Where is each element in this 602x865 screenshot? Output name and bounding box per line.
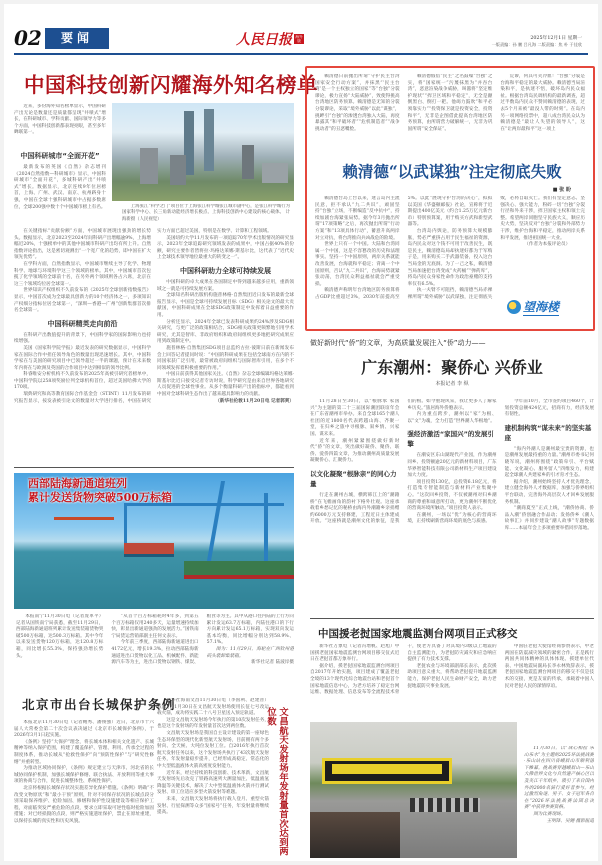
chaozhou-headline: 广东潮州：聚侨心 兴侨业 bbox=[361, 358, 543, 377]
page-number: 02 bbox=[14, 26, 42, 50]
section-divider-right bbox=[310, 618, 594, 619]
chaozhou-article: 11月28日至30日，以“根脉承 家国兴”为主题的第二十三届国际潮团联谊年会在广东省潮州市举办。来自全球165个潮人社团的近1800名代表跨越山海、齐聚一堂，在归乡之旅中寻根脉、叙乡情、兴家国、谋未来。 近年来，潮州紧紧围绕做好新时代“侨”的文章，突出做好凝侨、聚侨、联侨、爱侨四篇文章，为推动潮州高质量发展凝聚侨心、汇聚侨力。 以文化凝聚“根脉亲”的同心力量 行走在潮州古城，横跨韩江上的“潮籍桥”在飞檐画角的韵衬下格外壮观。这座承载着乡愁记忆的秘桥由海内外潮籍乡亲捐赠约6000万元支持修建，工程近日主体建成开放。“这座桥就是潮州文化的象征，是我们的根。如今重现风采，我让更多人了解家乡历史。”旅居海外侨胞表示。 内为重点跨步，潮州以“家”为根、以“文”为魂，全力打造“世界潮人华根地”。 强经济激活“家国兴”的发展引擎 在潮安区东山湖现代产业园，作为潮州同乡、投资额逾20亿元的新材料项目，广东华界智能科技有限公司新材料生产项目建设加大力度。 项目投资130亿，总投资6.18亿元，将打造集专智能制造与新材料产业集聚中心。“这次回乡投资，不仅被潮州对归乡潮商的尊重和诚意所打动，更为潮州不断优化的营商环境所触动。”项目投资人表示。 在潮州，一场以“优”为核心的营商环境，正持续刷新营商环境的底色与质感。 今年前10月，全市签约项目460个，计划投资总额424亿元，招商有力，经济发展有韧性。 建机制构筑“谋未来”的坚实基座 “海内外潮人是潮州最宝贵的资源，也是潮州发展最持重的力量。”潮州市委书记何晓军说，潮州将围绕“政策牵引、平台赋能、文化凝心、服务留人”四维发力，构建起全球潮人共建家乡的引才育才生态。 据介绍，潮州始终坚持人才优先理念，建立健全海外人才数据库，加强与侨界组织平台联动，完善海外高层次人才回乡发展服务机制。 “潮商夏至”正式上线，“潮侨协商、侨品入潮”侨创融合作品动；发扬侨乡《潮人故事汇》并同步建设“潮人故事”专题数据库……本届年会上多项重要举措同步落地。 bbox=[310, 399, 594, 531]
cycling-caption: 11月30日，以“成心相拉 乐山乐水”为主题的2025环法挑战赛·乐山站在四川省峨眉山市顺利落下帷幕。挑战赛穿越峨眉山—乐山大佛世界文化与自然遗产核心区以及夹江千年纸乡，吸引了来自国内外的2000名骑行爱好者参与。经过激烈角逐，男子、女子冠军各自在“2026环法挑战赛法国总决赛”中获得参赛资格。 图为比赛现场。 王明锋、吴翱 摄影报道 bbox=[524, 746, 594, 824]
laos-article: 新华社万象电（记者冯增帆、赵旭）中国援老挝国家地震监测台网项目移交仪式近日在老挝首都万象举行。 据介绍，援老挝国家地震监测台网项目自2017年开始实施，项目建成了覆盖老挝全境的13个现代化综合地震台站和老挝首个国家地震信息中心，为老方培养了稳定台网运维、数据处理、信息发布等全流程技术骨干，使老方具备了对其境内3级以上地震的自主监测能力，为老挝防灾减灾和应急响应提供了有力技术支撑。 老挝农业与环境部副部长表示，此次援助项目意义重大，将帮助老挝提升地震监测能力，保护老挝人民生命财产安全，助力老挝地震防灾事业发展。 中国驻老挝大使馆经商参赞表示，中老两国在防震减灾领域的紧密合作，正是践行两国共同体精神的具体体现。援建单位代表、中国地震局副局长李永林致辞表示，援老挝国家地震监测台网项目的移交不仅是技术的交接，更是友谊的传承，承载着中国人民对老挝人民的深情厚谊。 bbox=[310, 644, 594, 696]
chaozhou-kicker: 做好新时代“侨”的文章，为高质量发展注入“侨”动力—— bbox=[310, 339, 486, 347]
port-article: 本报南宁11月30日电（记者庞革平）记者从国铁南宁局获悉，截至11月29日，西部陆海新通道班列累计发送集装箱货物突破500万标箱，达500.3万标箱。其中今年以来发送货物120万标箱，达120.8万标箱，同比增长55.3%，保持强劲增长势头。 “从首个百万标箱耗时4年多，到第五个百万标箱仅用240多天，运量增速持续加快，彰显出新通道强劲的发展活力。”国铁南宁局货运营销部副主任何文表示。 今年前三季度，西部陆海新通道进出口4172亿元，增长19.3%，拉动西部陆海新通道进出口货物以化工品、机械配件、新能源汽车等为主，进出口货物以钢铁、煤炭、粮食等为主。其中从港口往内陆的上行方向累计发运63.7万标箱，内陆往港口的下行方向累计发运65.1万标箱，实现双向发运基本均衡，同比增幅分别达到58.9%、57.1%。 图为：11月29日，海轮在广西钦州港码头装卸集装箱。 新华社记者 陆波岸摄 bbox=[16, 614, 294, 666]
port-photo bbox=[14, 473, 294, 609]
commentary-headline: 赖清德“以武谋独”注定彻底失败 bbox=[342, 162, 562, 181]
port-photo-title: 西部陆海新通道班列 累计发送货物突破500万标箱 bbox=[28, 477, 172, 504]
greatwall-article: 本报北京11月30日电（记者鲍秀、潘俊强）近日，北京市十六届人大常委会第二十次会议表决通过《北京市长城保护条例》，于2026年3月1日起实施。 《条例》坚持“大保护”理念，将长城本体和相关文化遗产、长城精神等纳入保护范围，构建了覆盖保护、管理、利用、传承全过程的制度体系，推动长城从“抢救性保护”向“预防性保护”与“研究性修缮”并重转型。 为推动区域协同保护，《条例》规定建立与天津市、河北省的长城协同保护机制，加强长城保护修缮、联合执法、开放利用等重大事项的协商与合作，促进长城整体性、系统性保护。 北京将根据长城保存状况实施差异化保护措施。《条例》明确“不改变文物原状”和“最小干预”原则，针对不同保存状况的长城点段分别采取保养维护、抢险加固、修缮和保护性设施建设等相应保护工程，对面临突发严重危险的点段，要求立即采取可逆性临时抢险加固措施；对已经损毁的点段，则严格实施遗址保护，禁止在原址重建，以保持长城的真实性和历史风貌。 bbox=[14, 720, 154, 824]
commentary-source: （作者为本报评论员） bbox=[524, 242, 571, 248]
chaozhou-byline: 本报记者 李 纵 bbox=[435, 381, 469, 387]
commentary-top-text: 赖清德日前抛出所谓“守护民主台湾国家安全行动方案”，并抹黑“‘民主台湾’是一个主权独立的国家”等“台独”分裂谬论，极力宣扬“大陆威胁”，致使得挑高台湾地区防务预算。赖清德是无知的分裂分裂谬论，采取“境外威胁”以此“谋独”，挑衅引“台独”的渗透台湾独入大陆，再度暴露其“和平破坏者”“危机制造者”“战争挑动者”的丑恶嘴脸。 赖清德假借“民主”之名鼓噪“台独”之实，将“国家统一”污蔑抹黑为“并吞台湾”，恶意渲染战争威胁，叫嚣将“坚定维护现状”“捍卫区域和平稳定”，无全是颠倒黑白、倒打一耙。他竭力鼓吹“和平必须靠实力”“投资保卫就是投资安全，投资和平”，无非是企图借此提高台湾地区防务预算，由所谓营力破解统一，无非为巩固所谓“安全保证”。 荒谬，何其可笑冷血！“台独”分裂是台海和平稳定的最大威胁。赖清德当局渲染和平，是执迷不悟，破坏岛内民众福祉。根据台湾岛民调机构的最新调查，超过半数岛内民众不赞同赖清德的表现，过去5个月来被“最没人带的时刻”。在岛内另一项网络投票中，超八成台湾民众认为赖清德是“最让人失望的领导人”，这在“让两岸最和平”这一项上 bbox=[315, 74, 585, 132]
city-photo-caption: 上海张江“科学之门”项目位于上海张江科学城张江城市副中心，是张江科学城行为国家科学中心、长三角新动能经济增长极点、上海科技创新中心建设的核心载体。 计海新摄（人民视觉） bbox=[122, 204, 290, 222]
port-credit: 新华社记者 陆波岸摄 bbox=[251, 660, 294, 666]
issue-date: 2025年12月1日 星期一 bbox=[530, 36, 582, 41]
masthead-logo bbox=[236, 29, 304, 49]
header-rule bbox=[14, 53, 588, 55]
wenchang-article: 新华社海南文昌11月30日电（李国利、赵建普）我国于11月30日在文昌航天发射场使用长征七号改运载火箭，成功将实践二十八号卫星送入预定轨道。 这是文昌航天发射场今年执行的第10次发射任务，也是这个发射场的年发射量首次达到两位数。 文昌航天发射场是我国自主设计建设的第一座绿色生态环保型的现代化新型航天发射场，目前拥有两个多射向、全天候、大吨位发射工位。自2016年执行首次航天发射任务以来，这个发射场共执行了43次航天发射任务，年发射量稳步提升，已经形成高稳定、常态化的中大型低温液体火箭高密度发射能力。 近年来，经过持续的科技创新、技术革新，文昌航天发射场先后攻克了铁路高速列大测量加注、低温液氢降温等关键技术，解决了大中型低温液体火箭并行测试发射、串工位适应多型火箭发射等难题。 未来，文昌航天发射场将执行载人登月、重型火箭发射、行星探测等众多“国家号”任务，年发射量将继续提高。 bbox=[157, 698, 269, 816]
section-divider-left bbox=[14, 467, 294, 468]
commentary-bottom-text: 赖清德台岛上台以来，迷言岛内主流民意，拒不承认“九二共识”，顽固坚持“台独”立场，不断编造“反中抗中”，持续加剧台海紧张局势。据今年3月抛出所谓“17项策略”之后，再次抛出所谓“行动方案”和“13项具体行动”，蓄意升高两岸对立对抗，将台湾推向兵凶战危的险境。 世界上只有一个中国。大陆和台湾同属一个中国，这是不容篡改的历史和法理事实。坚持一个中国原则，两岸关系就能改善发展，台海就和平稳定；背离一个中国原则，否认“九二共识”，台海局势就紧张动荡，台湾民众利益福祉就会严重受损。 赖清德声称明年台湾地区防务预算将占GDP比重超过3%，2030年前提高至5%。以此“展现守护台湾的决心”，拟拟以美国《华盛顿邮报》社论，宣称将于近期提出400亿美元（约合1.25万亿元新台币）特别预算案，用于购买方武和新型武器等。 台湾岛内舆论，防务预算大规模膨胀，势必严重挤占用于民生福祉的资源，岛内民众对这个钱不可用于改善民生，既是民主，赖清德岛局却执迷好都为于军购子是，用来购买二手武器装备，投入这台当局金的无底洞。为了一己之私，赖清德当局加速把台湾变成“火药桶”“弹药库”，将岛内民众身家性命作为政治豪赌的支持率仅有6.5%。 执一夫臂不可阻挡，赖清德当局赤裸裸所谓“境外威胁”以武谋独，注定彻底失败，必将自取灭亡。我们有坚定意志、坚强决心、强大能力，粉碎一切“台独”分裂行径和外来干涉，捍卫国家主权和领土完整。希望两岸同胞坚守民族大义，顺应历史大势，坚决反对“台独”分裂和外部势力干涉，维护台海和平稳定，推动两岸关系和平发展，推进祖国统一大业。 （作者为本报评论员） bbox=[315, 196, 585, 300]
newspaper-page bbox=[4, 4, 598, 861]
chaozhou-subhead-3: 建机制构筑“谋未来”的坚实基座 bbox=[504, 423, 592, 442]
greatwall-headline: 北京市出台长城保护条例 bbox=[22, 697, 177, 712]
commentary-byline: ■ 张 盼 bbox=[552, 187, 571, 193]
port-caption: 图为：11月29日，海轮在广西钦州港码头装卸集装箱。 bbox=[206, 646, 294, 659]
lead-subhead-2: 中国科研精英走向前沿 bbox=[47, 319, 118, 328]
commentary-box bbox=[305, 66, 595, 331]
logo-text: 人民日报 bbox=[236, 32, 292, 48]
section-label: 要闻 bbox=[45, 28, 109, 49]
logo-badge: 海外版 bbox=[295, 35, 303, 43]
lead-dateline: （新华社伦敦11月20日电 记者郭爽） bbox=[215, 398, 294, 404]
wanghailou-logo bbox=[507, 298, 559, 316]
globe-icon bbox=[507, 300, 521, 314]
chaozhou-subhead-1: 以文化凝聚“根脉亲”的同心力量 bbox=[310, 469, 397, 488]
editors: 一版责编：孙 鹏 吕凡海 二版责编：焦 朴 于佳欣 bbox=[491, 42, 582, 47]
brand-text: 望海楼 bbox=[523, 300, 560, 314]
chaozhou-subhead-2: 强经济激活“家国兴”的发展引擎 bbox=[407, 430, 494, 449]
laos-headline: 中国援老挝国家地震监测台网项目正式移交 bbox=[318, 628, 518, 640]
lead-body: 中国科研城市“全面开花” 最新发布的英国《自然》杂志增刊《2024自然指数—科研城市》显示，中国科研城市“全面开花”，多城科研产出“井喷式”增长。数据显示，北京连续9年位居榜首，上海、广州、武汉、南京、杭州跻身十强，中国在全球十强科研城市中占据多数席位，全球200强中数十个中国城市榜上有名。 在关键指标“贡献份额”方面，中国城市展现出强劲的增长势头。数据显示，北京2023至2024年间科研产出增幅逾9%，上海增幅近20%，十强榜单中的其他中国城市科研产出均有所上升。自然指数评论指出，这是密切观测出“一个宽广化的趋势，即中国在扩大领先优势”。 在学科方面，自然指数显示，中国城市继续主导了化学、物理科学、地球与环境科学这三个领域的榜单。其中，中国城市首次包揽了化学领域的全球前十名，在另外两个领域则各占六席，北京在这三个领域均位居全球第一。 世界知识产权组织不久前发布的《2025年全球创新指数报告》显示，中国首次成为全球最具创新力的10个经济体之一，多项知识产权细分指标位居全球第一，“深圳—香港—广州”创新集群首次排名全球第一。 中国科研精英走向前沿 在科研产出数值提升的背景下，中国科学家的国际影响力也持续增强。 美国《国家科学院学报》最近发表的研究数据显示，中国科学家在国际合作中担任领导角色的数量出现迅速增长。其中，中国科学家在与美国的研究项目中已领导超过一半的课题，预计在未来数年内将在与欧洲及英国的合作项目中达到相似的领导比例。 科睿唯安分析机构不久前发布的2025年高被引研究者榜单中，中国科学院以258项奖励位列全球机构首位，超过美国哈佛大学的170项。 瑞典研究和高等教育国际合作基金会（STINT）11月发布的研究报告显示，按发表被引论文的数量对大学进行排名，中国在研究实力方面已超过美国，特别是在数学、计算和工程领域。 美国纽约大学11月发布的一项追踪70年学术出版情况的研究显示，2023年全球追踪研究领域发表的成果中，中国占据40%的份额，研究主要作者皆将拉·玛格达莱娜·斯基尔比，这代表了“近代史上全球技术领导地位最重大的转变之一”。 中国科研助力全球可持续发展 中国科研的卓大成果在各国制定中得到越来越多应用，重新领域之一就是可持续发展方案。 全球知名科研出版机构施普林格·自然集团近日发布的最新全球报告显示，中国是全球可持续发展目标（SDG）相关论文的最大贡献国，中国科研成果在全球SDG政策制定中发挥着日益重要的作用。 分析还显示，2024年全球已发表科研成果约24%涉及SDG相关研究，与更广泛的政策相结合，SDG相关政策更频繁地引用学术研究，尤其是智库、非政府组织和政府间组织更多地把研究成果应用到政策制定中。 施普林格·自然集团SDG项目总监约古拉·彼斯日前在新闻发布会上回答记者提问时说：“中国的科研成果在包括全球南方在内的不同国家获广泛引用，最常被政府间组织与国际智库引用，在多个不同领域发挥着积极重要的作用。” 中国日前获得其他国家关注。《自然》杂志全球编辑玛格达莱娜·斯基尔比近日接受记者专访时说，科学研究是由来自世界各地研究人员促进的全球性事业。从多个衡量科研产出的指标中，都能看到中国对全球科研生态作出了越来越具影响力的贡献。 （新华社伦敦11月20日电 记者郭爽） bbox=[14, 152, 294, 404]
lead-subhead-1: 中国科研城市“全面开花” bbox=[20, 152, 100, 160]
lead-headline: 中国科技创新闪耀海外知名榜单 bbox=[24, 73, 318, 97]
lead-intro: 近来，多份海外知名榜单显示，中国科研产出无论是数量还是质量都呈现“井喷式”增长，在科研城市、学科贡献、国际领导力等多个方面，中国科技创新都表现亮眼，甚至多年蝉联第一。 bbox=[14, 104, 106, 136]
wenchang-headline: 文昌航天发射场年发射量首次达到两位数 bbox=[265, 707, 288, 856]
cycling-photo bbox=[310, 722, 517, 858]
lead-subhead-3: 中国科研助力全球可持续发展 bbox=[180, 266, 271, 275]
